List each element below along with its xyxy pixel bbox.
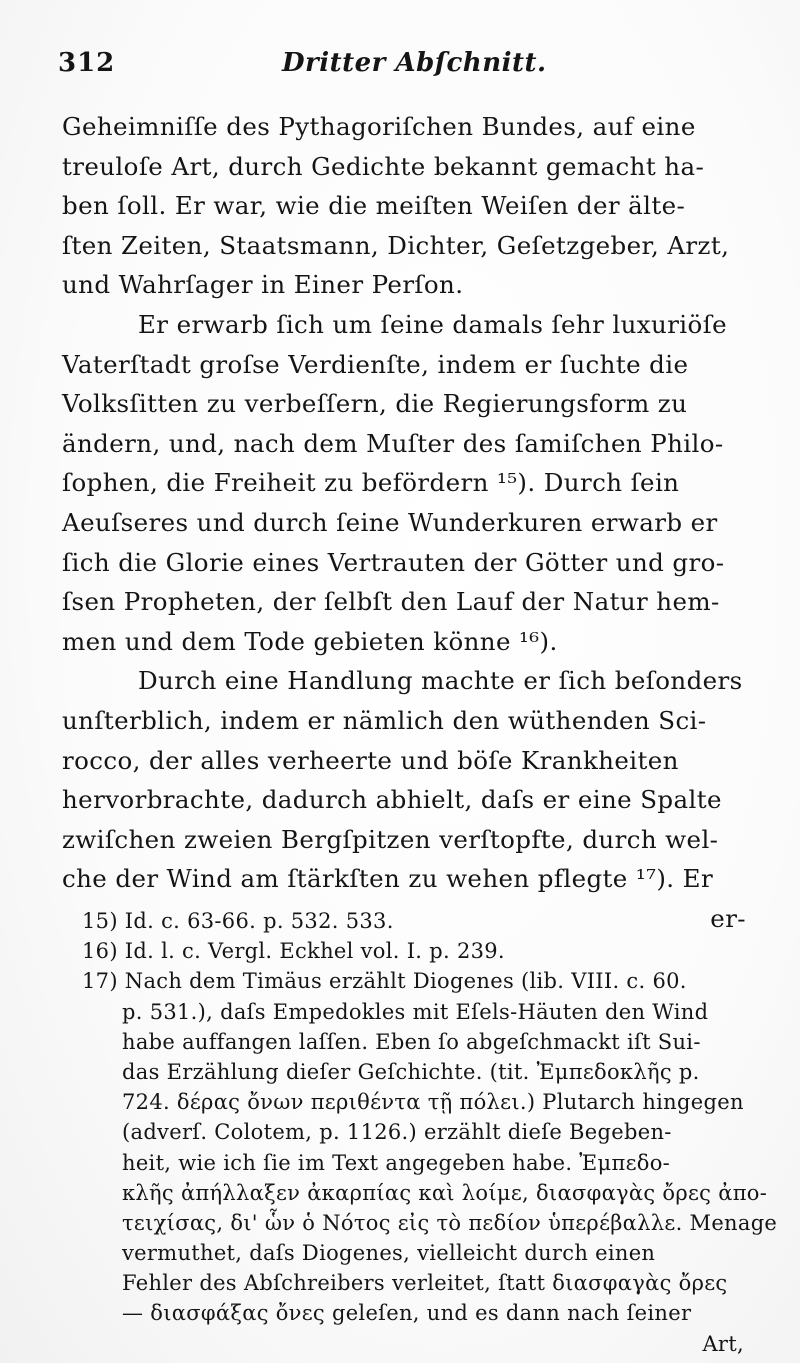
footnote-line: heit, wie ich ſie im Text angegeben habe. Ἐμπεδο- <box>122 1150 671 1175</box>
footnote-line: (adverſ. Colotem, p. 1126.) erzählt dieſe Begeben- <box>122 1120 672 1145</box>
footnote-line: vermuthet, daſs Diogenes, vielleicht durch einen <box>122 1241 656 1266</box>
text-line: men und dem Tode gebieten könne ¹⁶). <box>62 626 558 656</box>
footnote-catchword: Art, <box>702 1331 744 1356</box>
footnote-line: κλῆς ἀπήλλαξεν ἀκαρπίας καὶ λοίμε, διασφαγὰς ὄρες ἀπο- <box>122 1180 768 1205</box>
text-line: ändern, und, nach dem Muſter des ſamiſchen Philo- <box>62 428 724 458</box>
footnote-line: Fehler des Abſchreibers verleitet, ſtatt διασφαγὰς ὄρες <box>122 1271 728 1296</box>
text-line: ſsen Propheten, der ſelbſt den Lauf der Natur hem- <box>62 587 720 617</box>
text-line: che der Wind am ſtärkſten zu wehen pflegte ¹⁷). Er <box>62 864 714 894</box>
text-line: Aeuſseres und durch ſeine Wunderkuren erwarb er <box>62 507 718 537</box>
footnote-line: das Erzählung dieſer Geſchichte. (tit. Ἐμπεδοκλῆς p. <box>122 1059 700 1084</box>
catchword: er- <box>710 903 746 933</box>
text-line: ſten Zeiten, Staatsmann, Dichter, Geſetzgeber, Arzt, <box>62 230 730 260</box>
text-line: treuloſe Art, durch Gedichte bekannt gemacht ha- <box>62 151 705 181</box>
text-line: zwiſchen zweien Bergſpitzen verſtopfte, durch wel- <box>62 824 719 854</box>
page-number: 312 <box>58 48 116 78</box>
footnote-17: 17) Nach dem Timäus erzählt Diogenes (lib. VIII. c. 60. <box>82 969 687 994</box>
text-line: rocco, der alles verheerte und böſe Krankheiten <box>62 745 679 775</box>
text-line: Geheimniſſe des Pythagoriſchen Bundes, auf eine <box>62 112 696 141</box>
text-line: und Wahrſager in Einer Perſon. <box>62 270 464 300</box>
text-line: ben ſoll. Er war, wie die meiſten Weiſen der älte- <box>62 191 686 221</box>
page-header <box>58 48 748 88</box>
running-head: Dritter Abſchnitt. <box>282 48 547 78</box>
text-line: hervorbrachte, dadurch abhielt, daſs er eine Spalte <box>62 785 722 815</box>
footnote-15: 15) Id. c. 63-66. p. 532. 533. <box>82 909 394 933</box>
text-line: Vaterſtadt groſse Verdienſte, indem er ſuchte die <box>62 349 689 379</box>
footnote-line: p. 531.), daſs Empedokles mit Eſels-Häuten den Wind <box>122 999 709 1024</box>
footnote-line: habe auffangen laſſen. Eben ſo abgeſchmackt iſt Sui- <box>122 1029 701 1054</box>
paragraph-start-line: Er erwarb ſich um ſeine damals ſehr luxuriöſe <box>138 309 728 339</box>
paragraph-start-line: Durch eine Handlung machte er ſich beſonders <box>138 666 743 696</box>
text-line: unſterblich, indem er nämlich den wüthenden Sci- <box>62 705 707 735</box>
text-line: ſich die Glorie eines Vertrauten der Götter und gro- <box>62 547 725 577</box>
footnotes <box>82 906 778 1359</box>
footnote-line: — διασφάξας ὄνες geleſen, und es dann nach ſeiner <box>122 1301 692 1326</box>
text-line: ſophen, die Freiheit zu befördern ¹⁵). Durch ſein <box>62 468 680 498</box>
main-text <box>62 107 752 938</box>
footnote-16: 16) Id. l. c. Vergl. Eckhel vol. I. p. 239. <box>82 939 505 964</box>
text-line: Volksſitten zu verbeſſern, die Regierungsform zu <box>62 389 688 419</box>
footnote-line: τειχίσας, δι' ὧν ὁ Νότος εἰς τὸ πεδίον ὑπερέβαλλε. Menage <box>122 1210 778 1235</box>
footnote-line: 724. δέρας ὄνων περιθέντα τῇ πόλει.) Plutarch hingegen <box>122 1090 744 1115</box>
